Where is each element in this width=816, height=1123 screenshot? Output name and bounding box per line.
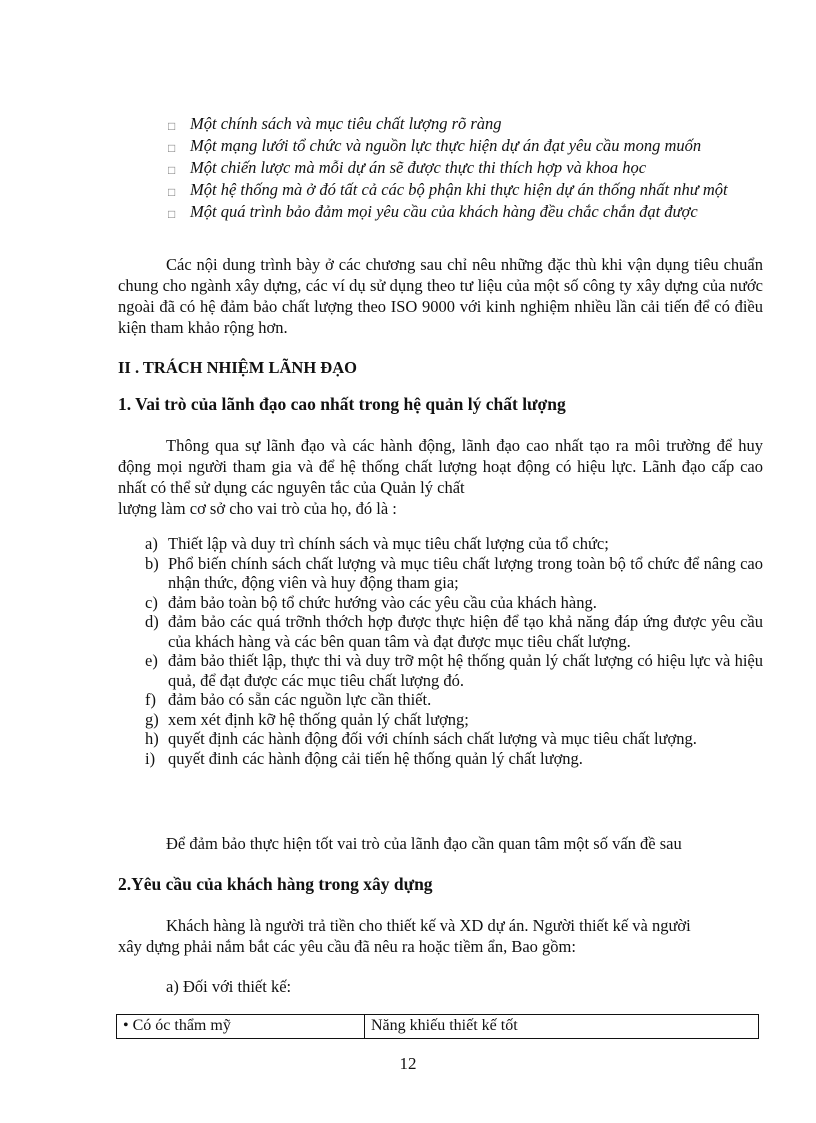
customer-paragraph-line2: xây dựng phải nắm bắt các yêu cầu đã nêu ra hoặc tiềm ẩn, Bao gồm:	[118, 937, 576, 956]
list-item-text: quyết định các hành động đối với chính sách chất lượng và mục tiêu chất lượng.	[168, 729, 697, 748]
list-item-text: đảm bảo toàn bộ tổ chức hướng vào các yêu cầu của khách hàng.	[168, 592, 597, 612]
subsection-2-heading: 2.Yêu cầu của khách hàng trong xây dựng	[118, 874, 433, 894]
list-item-text: đảm bảo thiết lập, thực thi và duy trỡ một hệ thống quản lý chất lượng có hiệu lực và hiệu quả, để đạt được các mục tiêu chất lượng đó.	[168, 651, 763, 690]
list-item-label: e)	[145, 651, 158, 670]
checkbox-bullet-icon: □	[168, 163, 176, 177]
list-item	[145, 534, 763, 554]
customer-paragraph-line1: Khách hàng là người trả tiền cho thiết kế và XD dự án. Người thiết kế và người	[166, 916, 691, 935]
checkbox-bullet-icon: □	[168, 207, 176, 221]
list-item-label: h)	[145, 729, 159, 748]
list-item	[145, 729, 763, 749]
list-item	[145, 651, 763, 690]
leadership-role-list	[145, 534, 763, 768]
table-row	[117, 1015, 759, 1039]
list-item-label: g)	[145, 709, 159, 729]
checkbox-bullet-icon: □	[168, 141, 176, 155]
list-item-label: a)	[145, 534, 158, 553]
list-item	[145, 690, 763, 710]
list-item-label: i)	[145, 748, 156, 768]
bullet-item	[168, 202, 763, 224]
table-cell: • Có óc thẩm mỹ	[117, 1015, 365, 1039]
list-item-label: d)	[145, 612, 159, 631]
bullet-item	[168, 114, 763, 136]
page-number: 12	[399, 1054, 417, 1073]
leadership-paragraph-line1: Thông qua sự lãnh đạo và các hành động, lãnh đạo cao nhất tạo ra môi trường để huy động mọi người tham gia và để hệ thống chất lượng hoạt động có hiệu lực. Lãnh đạo cấp cao nhất có thể sử dụng các nguyên tắc của Quản lý chất	[118, 436, 763, 497]
list-item-text: đảm bảo có sẵn các nguồn lực cần thiết.	[168, 690, 432, 709]
bullet-text: Một quá trình bảo đảm mọi yêu cầu của khách hàng đều chắc chắn đạt được	[190, 202, 698, 221]
checkbox-bullet-icon: □	[168, 185, 176, 199]
list-item-text: xem xét định kỡ hệ thống quản lý chất lượng;	[168, 709, 469, 729]
leadership-paragraph-line2: lượng làm cơ sở cho vai trò của họ, đó là :	[118, 499, 397, 518]
subsection-1-heading: 1. Vai trò của lãnh đạo cao nhất trong hệ quản lý chất lượng	[118, 394, 566, 414]
list-item-text: đảm bảo các quá trỡnh thớch hợp được thực hiện để tạo khả năng đáp ứng được yêu cầu của khách hàng và các bên quan tâm và đạt được mục tiêu chất lượng.	[168, 612, 763, 651]
bullet-list	[168, 114, 763, 224]
bullet-text: Một mạng lưới tổ chức và nguồn lực thực hiện dự án đạt yêu cầu mong muốn	[190, 136, 702, 155]
bullet-item	[168, 136, 763, 158]
list-item-text: quyết đinh các hành động cải tiến hệ thống quản lý chất lượng.	[168, 748, 583, 768]
bullet-item	[168, 158, 763, 180]
bullet-item	[168, 180, 763, 202]
list-item	[145, 554, 763, 593]
section-heading: II . TRÁCH NHIỆM LÃNH ĐẠO	[118, 358, 357, 377]
list-item	[145, 612, 763, 651]
closing-sentence: Để đảm bảo thực hiện tốt vai trò của lãnh đạo cần quan tâm một số vấn đề sau	[166, 834, 682, 853]
customer-paragraph	[118, 915, 758, 957]
bullet-text: Một chính sách và mục tiêu chất lượng rõ ràng	[190, 114, 502, 133]
bullet-text: Một hệ thống mà ở đó tất cả các bộ phận khi thực hiện dự án thống nhất như một	[190, 180, 728, 199]
requirements-table	[116, 1014, 759, 1039]
list-item-text: Thiết lập và duy trì chính sách và mục tiêu chất lượng của tổ chức;	[168, 534, 609, 553]
checkbox-bullet-icon: □	[168, 119, 176, 133]
bullet-text: Một chiến lược mà mỗi dự án sẽ được thực thi thích hợp và khoa học	[190, 158, 647, 177]
list-item	[145, 749, 763, 769]
list-item	[145, 593, 763, 613]
table-cell: Năng khiếu thiết kế tốt	[365, 1015, 759, 1039]
list-item	[145, 710, 763, 730]
leadership-paragraph	[118, 435, 763, 519]
list-item-label: b)	[145, 553, 159, 573]
list-item-text: Phổ biến chính sách chất lượng và mục tiêu chất lượng trong toàn bộ tổ chức để nâng cao nhận thức, động viên và huy động tham gia;	[168, 553, 763, 592]
design-label: a) Đối với thiết kế:	[166, 977, 292, 996]
intro-paragraph: Các nội dung trình bày ở các chương sau chỉ nêu những đặc thù khi vận dụng tiêu chuẩn chung cho ngành xây dựng, các ví dụ sử dụng theo tư liệu của một số công ty xây dựng của nước ngoài đã có hệ đảm bảo chất lượng theo ISO 9000 với kinh nghiệm nhiều lần cải tiến để có điều kiện tham khảo rộng hơn.	[118, 255, 763, 337]
list-item-label: c)	[145, 592, 158, 612]
list-item-label: f)	[145, 690, 156, 709]
